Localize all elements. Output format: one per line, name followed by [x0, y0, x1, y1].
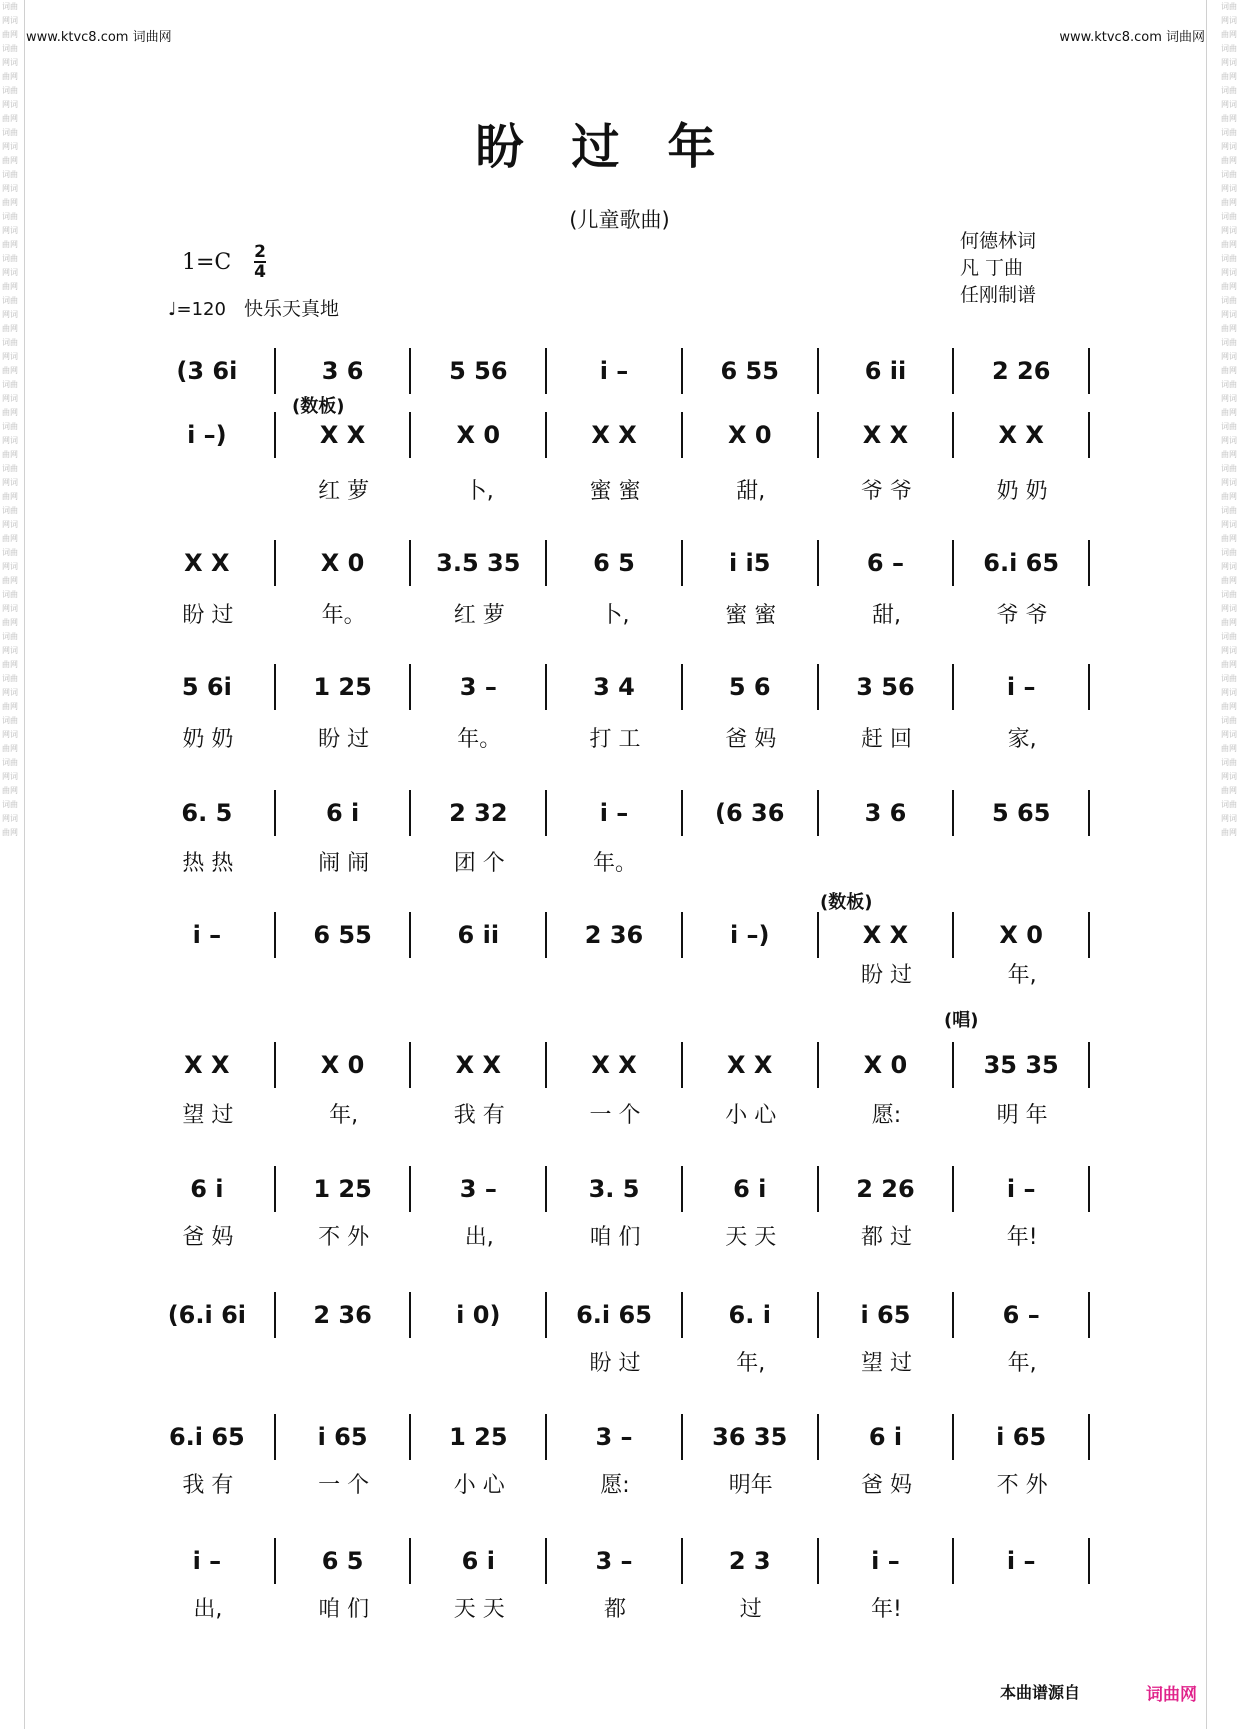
lyric-cell: 爷 爷 [996, 603, 1048, 628]
lyric-cell: 赶 回 [860, 727, 912, 752]
lyric-row [140, 474, 1090, 505]
annotation-shuban-1: (数板) [292, 396, 345, 417]
lyric-cell: 小 心 [453, 1473, 505, 1498]
measure: i – [952, 1166, 1090, 1212]
lyric-cell: 一 个 [589, 1103, 641, 1128]
lyric-cell: 我 有 [453, 1103, 505, 1128]
lyric-cell: 年! [1006, 1225, 1038, 1250]
arranger: 任刚制谱 [960, 284, 1037, 306]
measure: 6 i [681, 1166, 817, 1212]
measure: 3.5 35 [409, 540, 545, 586]
lyric-cell [683, 846, 819, 877]
measure: X X [184, 549, 230, 577]
right-margin-watermark: 词曲网词曲网词曲网词曲网词曲网词曲网词曲网词曲网词曲网词曲网词曲网词曲网词曲网词曲网词曲网词曲网词曲网词曲网词曲网词曲网词曲网词曲网词曲网词曲网词曲网词曲网词曲网词曲网词曲网词曲网词曲网词曲网词曲网词曲网词曲网词曲网词曲网词曲网词曲网词曲网 [1221, 2, 1237, 837]
measure: 6 – [817, 540, 953, 586]
measure: 35 35 [952, 1042, 1090, 1088]
lyric-cell: 热 热 [182, 851, 234, 876]
measure: X X [545, 412, 681, 458]
measure: i – [952, 1538, 1090, 1584]
lyric-cell: 明 年 [996, 1103, 1048, 1128]
lyric-cell: 明年 [728, 1473, 773, 1498]
lyric-cell: 盼 过 [182, 603, 234, 628]
lyric-cell: 出, [193, 1597, 223, 1622]
measure: X 0 [681, 412, 817, 458]
credits [960, 228, 1036, 309]
lyric-cell: 出, [464, 1225, 494, 1250]
footer-source-text: 本曲谱源自 [1000, 1683, 1081, 1702]
lyric-cell [140, 474, 276, 505]
lyric-cell: 红 萝 [318, 479, 370, 504]
lyric-row [140, 1098, 1090, 1129]
measure: 2 26 [817, 1166, 953, 1212]
lyric-cell [140, 1346, 276, 1377]
key-signature: 1=C [182, 250, 232, 275]
measure: 36 35 [681, 1414, 817, 1460]
song-subtitle: (儿童歌曲) [569, 208, 670, 232]
measure: i – [192, 1547, 222, 1575]
measure: 1 25 [274, 1166, 410, 1212]
left-margin-watermark: 词曲网词曲网词曲网词曲网词曲网词曲网词曲网词曲网词曲网词曲网词曲网词曲网词曲网词曲网词曲网词曲网词曲网词曲网词曲网词曲网词曲网词曲网词曲网词曲网词曲网词曲网词曲网词曲网词曲网词曲网词曲网词曲网词曲网词曲网词曲网词曲网词曲网词曲网词曲网词曲网 [2, 2, 18, 837]
measure: X 0 [274, 540, 410, 586]
measure: X 0 [274, 1042, 410, 1088]
lyric-cell: 闹 闹 [318, 851, 370, 876]
measure: 6 i [274, 790, 410, 836]
measure: 6. i [681, 1292, 817, 1338]
header-site-right: www.ktvc8.com 词曲网 [1059, 30, 1205, 45]
lyric-cell: 爸 妈 [182, 1225, 234, 1250]
measure: 6 – [952, 1292, 1090, 1338]
header-site-left: www.ktvc8.com 词曲网 [26, 30, 172, 45]
lyric-cell: 年。 [321, 603, 366, 628]
measure: 3. 5 [545, 1166, 681, 1212]
footer-logo: 词曲网 [1146, 1685, 1197, 1705]
measure: X X [681, 1042, 817, 1088]
lyric-row [140, 722, 1090, 753]
measure: X X [274, 412, 410, 458]
measure: 2 32 [409, 790, 545, 836]
note-row [140, 540, 1090, 586]
measure: 6 55 [274, 912, 410, 958]
measure: 6.i 65 [168, 1423, 245, 1451]
right-border-line [1206, 0, 1207, 1729]
lyric-cell: 咱 们 [318, 1597, 370, 1622]
lyric-cell: 愿: [871, 1103, 902, 1128]
measure: X X [545, 1042, 681, 1088]
lyric-cell: 奶 奶 [996, 479, 1048, 504]
lyric-cell [683, 958, 819, 989]
lyric-cell: 都 过 [860, 1225, 912, 1250]
lyric-cell [954, 846, 1090, 877]
lyric-cell [954, 1592, 1090, 1623]
measure: i –) [187, 421, 227, 449]
measure: i i5 [681, 540, 817, 586]
lyric-cell [276, 1346, 412, 1377]
note-row [140, 912, 1090, 958]
measure: 2 3 [681, 1538, 817, 1584]
measure: i – [545, 348, 681, 394]
lyric-cell: 爸 妈 [860, 1473, 912, 1498]
lyric-cell: 不 外 [318, 1225, 370, 1250]
tempo-marking [168, 294, 339, 321]
measure: X X [409, 1042, 545, 1088]
note-row [140, 412, 1090, 458]
measure: 3 – [409, 664, 545, 710]
measure: 6 i [817, 1414, 953, 1460]
lyric-cell: 年, [736, 1351, 766, 1376]
measure: 5 56 [409, 348, 545, 394]
note-row [140, 1042, 1090, 1088]
lyric-cell: 咱 们 [589, 1225, 641, 1250]
measure: 1 25 [409, 1414, 545, 1460]
lyric-cell: 年, [329, 1103, 359, 1128]
measure: 6. 5 [181, 799, 233, 827]
left-border-line [24, 0, 25, 1729]
measure: X X [817, 912, 953, 958]
lyric-cell: 卜, [600, 603, 630, 628]
lyric-cell [411, 958, 547, 989]
measure: 6 ii [409, 912, 545, 958]
lyric-row [140, 1592, 1090, 1623]
measure: 6 i [190, 1175, 224, 1203]
measure: (3 6i [176, 357, 238, 385]
measure: 3 – [409, 1166, 545, 1212]
measure: 6 5 [274, 1538, 410, 1584]
note-row [140, 664, 1090, 710]
measure: X 0 [817, 1042, 953, 1088]
annotation-shuban-2: (数板) [820, 892, 873, 913]
note-row [140, 1538, 1090, 1584]
lyric-cell: 爸 妈 [725, 727, 777, 752]
meter-top: 2 [254, 242, 266, 262]
lyric-row [140, 1468, 1090, 1499]
lyric-cell: 都 [604, 1597, 627, 1622]
annotation-chang: (唱) [944, 1010, 979, 1031]
measure: i 65 [817, 1292, 953, 1338]
lyric-cell: 小 心 [725, 1103, 777, 1128]
lyric-cell: 年。 [457, 727, 502, 752]
lyric-cell [819, 846, 955, 877]
measure: 5 65 [952, 790, 1090, 836]
lyric-cell [276, 958, 412, 989]
lyric-cell: 望 过 [860, 1351, 912, 1376]
measure: 3 4 [545, 664, 681, 710]
measure: (6 36 [681, 790, 817, 836]
song-title: 盼过年 [475, 119, 764, 175]
lyric-cell: 团 个 [453, 851, 505, 876]
note-row [140, 348, 1090, 394]
measure: 2 36 [274, 1292, 410, 1338]
measure: 6.i 65 [545, 1292, 681, 1338]
lyric-cell: 年, [1007, 1351, 1037, 1376]
measure: i – [817, 1538, 953, 1584]
measure: (6.i 6i [167, 1301, 246, 1329]
measure: i – [952, 664, 1090, 710]
note-row [140, 1166, 1090, 1212]
composer: 凡 丁曲 [960, 257, 1024, 279]
measure: 6.i 65 [952, 540, 1090, 586]
lyric-cell: 天 天 [453, 1597, 505, 1622]
lyric-cell [547, 958, 683, 989]
lyric-cell: 家, [1007, 727, 1037, 752]
note-row [140, 1414, 1090, 1460]
measure: 3 – [545, 1414, 681, 1460]
measure: 3 – [545, 1538, 681, 1584]
lyric-cell: 我 有 [182, 1473, 234, 1498]
measure: 3 56 [817, 664, 953, 710]
lyric-cell: 年! [871, 1597, 902, 1622]
measure: X 0 [409, 412, 545, 458]
lyric-cell: 蜜 蜜 [589, 479, 641, 504]
measure: X X [184, 1051, 230, 1079]
note-row [140, 790, 1090, 836]
measure: 1 25 [274, 664, 410, 710]
lyric-cell: 甜, [871, 603, 901, 628]
lyric-row [140, 846, 1090, 877]
lyric-cell: 奶 奶 [182, 727, 234, 752]
measure: X X [952, 412, 1090, 458]
lyric-row [140, 598, 1090, 629]
measure: i –) [681, 912, 817, 958]
note-row [140, 1292, 1090, 1338]
lyric-cell: 年, [1007, 963, 1037, 988]
measure: i 0) [409, 1292, 545, 1338]
measure: 5 6 [681, 664, 817, 710]
measure: 6 5 [545, 540, 681, 586]
lyric-cell: 甜, [736, 479, 766, 504]
lyric-cell: 蜜 蜜 [725, 603, 777, 628]
measure: 6 i [409, 1538, 545, 1584]
measure: i 65 [952, 1414, 1090, 1460]
tempo-value: ♩=120 [168, 299, 226, 320]
lyric-cell: 卜, [464, 479, 494, 504]
lyric-cell [411, 1346, 547, 1377]
lyric-cell: 年。 [593, 851, 638, 876]
lyric-cell: 红 萝 [453, 603, 505, 628]
lyric-cell [140, 958, 276, 989]
lyric-cell: 爷 爷 [860, 479, 912, 504]
measure: 2 26 [952, 348, 1090, 394]
measure: X X [817, 412, 953, 458]
measure: i – [545, 790, 681, 836]
measure: 6 55 [681, 348, 817, 394]
lyric-cell: 愿: [600, 1473, 630, 1498]
measure: X 0 [952, 912, 1090, 958]
lyric-cell: 盼 过 [589, 1351, 641, 1376]
measure: i 65 [274, 1414, 410, 1460]
lyric-cell: 打 工 [589, 727, 641, 752]
lyric-cell: 不 外 [996, 1473, 1048, 1498]
lyric-row [140, 1220, 1090, 1251]
lyric-cell: 过 [739, 1597, 762, 1622]
time-signature [254, 244, 266, 280]
measure: 6 ii [817, 348, 953, 394]
measure: 3 6 [274, 348, 410, 394]
measure: 2 36 [545, 912, 681, 958]
lyricist: 何德林词 [960, 230, 1037, 252]
tempo-mood: 快乐天真地 [243, 298, 339, 320]
measure: i – [192, 921, 222, 949]
lyric-cell: 盼 过 [860, 963, 912, 988]
measure: 3 6 [817, 790, 953, 836]
lyric-cell: 一 个 [318, 1473, 370, 1498]
lyric-cell: 盼 过 [318, 727, 370, 752]
lyric-cell: 天 天 [725, 1225, 777, 1250]
lyric-row [140, 958, 1090, 989]
lyric-cell: 望 过 [182, 1103, 234, 1128]
meter-bottom: 4 [254, 262, 266, 282]
measure: 5 6i [181, 673, 232, 701]
lyric-row [140, 1346, 1090, 1377]
